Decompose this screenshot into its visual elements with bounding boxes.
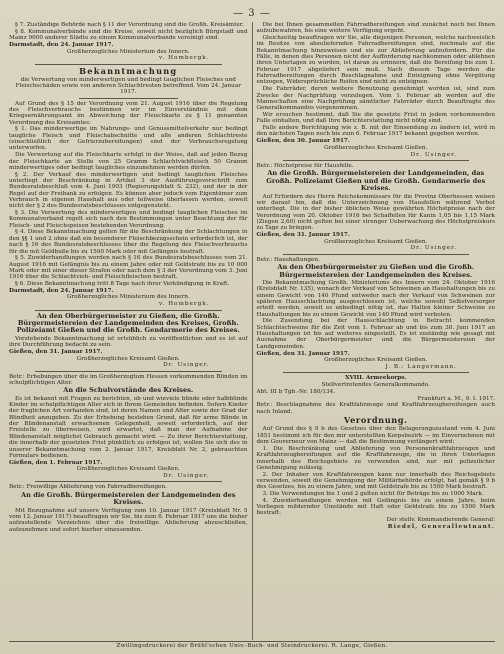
- office-name: Großherzogliches Kreisamt Gießen.: [324, 357, 428, 364]
- subject-line: Betr.: Erhebungen über die im Großherzogtum Hessen vorkommenden Blinden im schulpflichtigen Alter.: [9, 373, 248, 387]
- left-column: [9, 22, 252, 640]
- paragraph: Die Fahrräder, deren weitere Benutzung genehmigt worden ist, sind zum Zwecke der Nachprüfung vorzulegen. Vom 1. Februar ab werden auf die Mannschaften eine Nachprüfung sämtlicher Fahrräder durch Beauftragte des Generalkommandos vorgenommen.: [256, 86, 495, 112]
- divider: [35, 64, 222, 65]
- paragraph: Gleichzeitig beauftragen wir Sie, alle diejenigen Personen, welche nachweislich im Besitze von abzuliefernden Fahrradbereifungen sind, nochmals auf die Bekanntmachung hinzuweisen und sie zur Ablieferung aufzufordern. Für die Fälle, in denen dies Personen nicht der Aufforderung nachkommen oder ablehnen ihren Unterlagen zu wurden, ist daran zu erinnern, daß die Bereifung bis zum 1. Februar 1917 abgeliefert sein muß. Nach diesem Tage werden die Fahrradbereifungen durch Beschlagnahme und Enteignung ohne Vergütung entzogen, Widersprüchliche Reifen sind nicht zu enteignen.: [256, 35, 495, 86]
- paragraph: 4. Zuwiderhandlungen werden mit Gefängnis bis zu einem Jahre, beim Vorliegen mildernder Umstände mit Haft oder Geldstrafe bis zu 1500 Mark bestraft.: [256, 497, 495, 517]
- reference-line: Abt. III b Tgb.-Nr. 180/134.: [256, 388, 336, 395]
- paragraph: § 1. Das minderwertige im Nahrungs- und Genussmittelverkehr nur bedingt taugliche Fleisch und Fleischabschnitte und alle anderen Schlachtreste (einschließlich der Gefrierzubereitungen) sind der Verbrauchsregelung unterworfen.: [9, 126, 248, 152]
- signature: Riedel, Generalleutnant.: [387, 523, 495, 530]
- paragraph: § 2. Der Verkauf des minderwertigen und bedingt tauglichen Fleisches unterliegt der Beschränkung in Artikel 3 der Ausführungsvorschrift zum Bundesratsbeschluß vom 4. Juni 1903 (Regierungsblatt S. 232), und der in der Regel auf der Freibank zu erfolgen. Es können aber jedoch vom Eigentümer zum Verbrauch in eigenen Haushalt aus oder teilweise überlassen werden, soweit nicht der § 2 des Bundesratsbeschlusses entgegensteht.: [9, 171, 248, 210]
- paragraph: Die Verwertung auf die Fleischkarte erfolgt in der Weise, daß auf jeden Bezug der Fleischkarte an Stelle von 25 Gramm Schlachtviehfleisch 50 Gramm minderwertiges oder bedingt taugliches einzunehmen werden dürfen.: [9, 152, 248, 171]
- section-heading: Bekanntmachung: [79, 65, 178, 76]
- office-name: Großherzogliches Kreisamt Gießen.: [76, 466, 180, 473]
- office-name: Großherzogliches Kreisamt Gießen.: [76, 355, 180, 362]
- paragraph: Auf Grund des § 9 b des Gesetzes über den Belagerungszustand vom 4. Juni 1851 bestimmt ich für den mir unterstellten Korpsbezirk — im Einvernehmen mit dem Gouverneur von Mainz — daß die Bestimmung verlängert wird:: [256, 426, 495, 446]
- signature: Dr. Usinger.: [163, 362, 210, 369]
- paragraph: § 3. Die Verwertung des minderwertigen und bedingt tauglichen Fleisches im Kommunalverband regelt sich nach den Bestimmungen unter Beachtung der für Fleisch- und Fleischspeisen bestehenden Verordnung.: [9, 210, 248, 229]
- section-heading: Verordnung.: [343, 415, 408, 426]
- ministry-name: Großherzogliches Ministerium des Innern.: [66, 294, 190, 301]
- subject-line: Betr.: Freiwillige Ablieferung von Fahrradbereifungen.: [9, 484, 167, 491]
- page-number: — 3 —: [233, 8, 271, 19]
- addressee-heading: An den Oberbürgermeister zu Gießen, die Großh. Bürgermeistereien der Landgemeinden des Kreises, Großh. Polizeiamt Gießen und die Großh. Gendarmerie des Kreises.: [16, 311, 240, 335]
- paragraph: 1. Die Beschränkung und Ablieferung von Personenkraftfahrzeugen und Kraftfahrzeugbereifungen auf die Kraftfahrzeuge, die in ihren Unterlagen innerhalb des Reichsgebiets zu verwenden sind, nur mit polizeilicher Genehmigung zulässig.: [256, 445, 495, 471]
- subject-line: Betr.: Höchstpreise für Hausfelle.: [256, 162, 354, 169]
- paragraph: 3. Die Verwendungen bis 1 und 2 gelten nicht für Beträge bis zu 1000 Mark.: [262, 491, 484, 498]
- divider: [35, 481, 222, 482]
- addressee-heading: An die Schulvorstände des Kreises.: [63, 386, 194, 395]
- paragraph: Auf Erfordern des Herrn Reichskommissars für die Provinz Oberhessen weisen wir darauf hin, daß die Unterzeichnung von Hausfellen während Verbot unterliegt. Die in der bisher üblichen Weise gewährten Höchstpreise nach der Verordnung vom 20. Oktober 1916 bei Schaffellen für Kanin 1,05 bis 1,15 Mark (Ziegen 2,60) nicht gelten bei einer strenger Ueberwachung des Höchstpreiskurs zu Tage zu bringen.: [256, 193, 495, 232]
- date-line: Darmstadt, den 24. Januar 1917.: [9, 287, 114, 294]
- paragraph: § 6. Diese Bekanntmachung tritt 8 Tage nach ihrer Verkündigung in Kraft.: [15, 281, 230, 288]
- columns: [9, 22, 495, 640]
- signature: J. B.: Langermann.: [385, 363, 457, 370]
- paragraph: Die Zusendung bei der Hausschlachtung in Betracht kommenden Schlachtschweine für die Zeit vom 1. Februar ab und bis zum 30. Juni 1917 an Haushaltungen ist bis auf weiteres eingestellt. Es ist zuständig wie gesagt mit Ausnahme der Oberbürgermeister und die Bürgermeistereien der Landgemeinden.: [256, 318, 495, 350]
- ministry-name: Großherzogliches Ministerium des Innern.: [66, 48, 190, 55]
- paragraph: § 5. Zuwiderhandlungen werden nach § 16 des Bundesratsbeschlusses vom 21. August 1916 mit Gefängnis bis zu einem Jahre oder mit Geldstrafe bis zu 10 000 Mark oder mit einer dieser Strafen oder nach dem § 3 der Verordnung vom 3. Juni 1916 über die Schlachtvieh- und Fleischfleischen bestraft.: [9, 255, 248, 281]
- section-title: XVIII. Armeekorps.: [345, 375, 407, 382]
- intro-paragraph: § 7. Zuständige Behörde nach § 11 der Verordnung sind die Großh. Kreisämter.: [15, 22, 244, 28]
- date-line: Gießen, den 31. Januar 1917.: [256, 350, 350, 357]
- divider: [283, 254, 470, 255]
- signature: Dr. Usinger.: [410, 151, 457, 158]
- addressee-heading: An den Oberbürgermeister zu Gießen und die Großh. Bürgermeistereien der Landgemeinden des Kreises.: [277, 263, 475, 279]
- subject-line: Betr.: Haushaltungen.: [256, 256, 320, 263]
- paragraph: Vorstehende Bekanntmachung ist ortsüblich zu veröffentlichen und es ist auf ihre Durchführung bedacht zu sein.: [9, 335, 248, 349]
- section-subtitle: Stellvertretendes Generalkommando.: [321, 382, 430, 389]
- date-line: Darmstadt, den 24. Januar 1917.: [9, 41, 114, 48]
- printer-imprint: Zwillingsdruckerei der Brühl'schen Univ.-Buch- und Steindruckerei. R. Lange, Gießen.: [9, 641, 495, 650]
- signature-title: Der stellv. Kommandierende General:: [386, 517, 495, 524]
- signature: Dr. Usinger.: [163, 473, 210, 480]
- signature: v. Hombergk.: [158, 301, 210, 308]
- addressee-heading: An die Großh. Bürgermeistereien der Landgemeinden, das Großh. Polizeiamt Gießen und die Großh. Gendarmerie des Kreises.: [266, 169, 486, 193]
- divider: [79, 98, 178, 99]
- divider: [35, 310, 222, 311]
- intro-paragraph: § 8. Kommunalverbände sind die Kreise, soweit nicht bezüglich Bürgstadt und Mainz 9000 anderer Städte zu einem Kommunalverbande vereinigt sind.: [9, 28, 248, 42]
- paragraph: Falls andere Berichtigung wie z. B. mit der Einsendung zu ändern ist, wird in den nächsten Tagen noch bis zum 6. Februar 1917 bekannt gegeben werden.: [256, 125, 495, 138]
- paragraph: Auf Grund des § 15 der Verordnung vom 21. August 1916 über die Regelung des Fleischverbrauchs bestimmen wir im Einverständnis mit dem Kriegsernährungsamt im Abweichung der Fleischkarte zu § 11 genannten Verordnung des Kreisamtes:: [9, 100, 248, 126]
- date-line: Gießen, den 30. Januar 1917.: [256, 138, 350, 145]
- office-name: Großherzogliches Kreisamt Gießen.: [324, 144, 428, 151]
- paragraph: Wir ersuchen bestimmt, daß Sie die gesetzte Frist in jedem vorkommenden Falle einhalten, und daß Ihre Berichterstattung nicht nötig sind.: [256, 111, 495, 125]
- signature: v. Hombergk.: [158, 55, 210, 62]
- paragraph: § 4. Diese Bekanntmachung gelten für die Beschränkung der Schlachtungen in den §§ 1 und 2 ohne daß ein besonderer Fleischbezugsschein erforderlich ist, der nach § 16 des Bundesratsbeschlusses über die Regelung des Fleischverbrauchs für die mit Geldbuße bis zu 1500 Mark oder mit Gefängnis bestraft.: [9, 229, 248, 255]
- subject-line: Betr.: Beschlagnahme des Kraftfahrzeuge und Kraftfahrzeugbereifungen auch nach Inland.: [256, 402, 495, 415]
- signature: Dr. Usinger.: [410, 245, 457, 252]
- divider: [283, 372, 470, 373]
- date-line: Frankfurt a. M., 9. I. 1917.: [417, 395, 495, 402]
- right-column: [252, 22, 496, 640]
- addressee-heading: An die Großh. Bürgermeistereien der Landgemeinden des Kreises.: [21, 490, 236, 507]
- paragraph: Die Bekanntmachung Großh. Ministeriums des Innern vom 24. Oktober 1916 (Kreisblatt Nr. 135), wonach der Verkauf von Schweinen an Haushaltungen bis zu einem Gewicht von 140 Pfund entweder nach der Verkauf von Schweinen zur späteren Hausschlachtung ausgeschlossen ist, welche sowohl Selbstversorger erteilt werden, soweit es unbedingt nötig ist, das Halten kleiner Schweine zu Haushaltungen bis zu einem Gewicht von 140 Pfund wird verboten.: [256, 279, 495, 318]
- paragraph: Die bei Ihnen gesammelten Fahrradbereifungen sind zunächst noch bei Ihnen aufzubewahren, bis eine weitere Verfügung ergeht.: [256, 22, 495, 35]
- divider: [35, 371, 222, 372]
- paragraph: Es ist bekannt mit Fragen zu berichten, ob und wieviele blinde oder halbblinde Kinder im schulpflichtigen Alter sich in Ihrem Gemeinden befinden. Sofern Kinder der fraglichen Art vorhanden sind, ist deren Namen und Alter sowie der Grad der Blindheit anzugeben. Zu der Erhebung bestehen Grund, daß für arme Blinde in der Blindenanstalt erwachsenen Gelegenheit, soweit erforderlich, auf der Freistelle zu überweisen, wird erwartet, daß man der Aufnahme der Blindenanstalt möglichst Gebrauch gemacht wird. — Zu ihrer Berichterstattung, die innerhalb der gesetzten Frist pünktlich zu erfolgen ist, wollen Sie sich des in unserer Bekanntmachung vom 2. Januar 1917, Kreisblatt Nr. 2, gebrauchten Formulars bedienen.: [9, 395, 248, 459]
- section-subtitle: die Verwertung von minderwertigen und bedingt tauglichen Fleisches und Fleischschäden sowie von anderen Schlachtresten betreffend. Vom 24. Januar 1917.: [15, 76, 241, 96]
- date-line: Gießen, den 31. Januar 1917.: [256, 231, 350, 238]
- paragraph: Mit Bezugnahme auf unsere Verfügung vom 10. Januar 1917 (Kreisblatt Nr. 5 vom 12. Januar 1917) beauftragen wir Sie, bis zum 6. Februar 1917 uns die bisher aufzustellende Verzeichnis über die freiwillige Ablieferung abzuschließen, aufzunehmen und sofort hierher einzusenden.: [9, 507, 248, 533]
- divider: [283, 160, 470, 161]
- office-name: Großherzogliches Kreisamt Gießen.: [324, 238, 428, 245]
- date-line: Gießen, den 31. Januar 1917.: [9, 348, 103, 355]
- paragraph: 2. Der Inhaber von Kraftfahrzeugen kann nur innerhalb des Reichsgebiets verwenden, soweit die Genehmigung der Militärbehörde erfolgt, hat gemäß § 9 b des Gesetzes, bis zu einem Jahre, und mit Geldstrafe bis zu 1500 Mark bestraft.: [256, 471, 495, 491]
- date-line: Gießen, den 1. Februar 1917.: [9, 459, 103, 466]
